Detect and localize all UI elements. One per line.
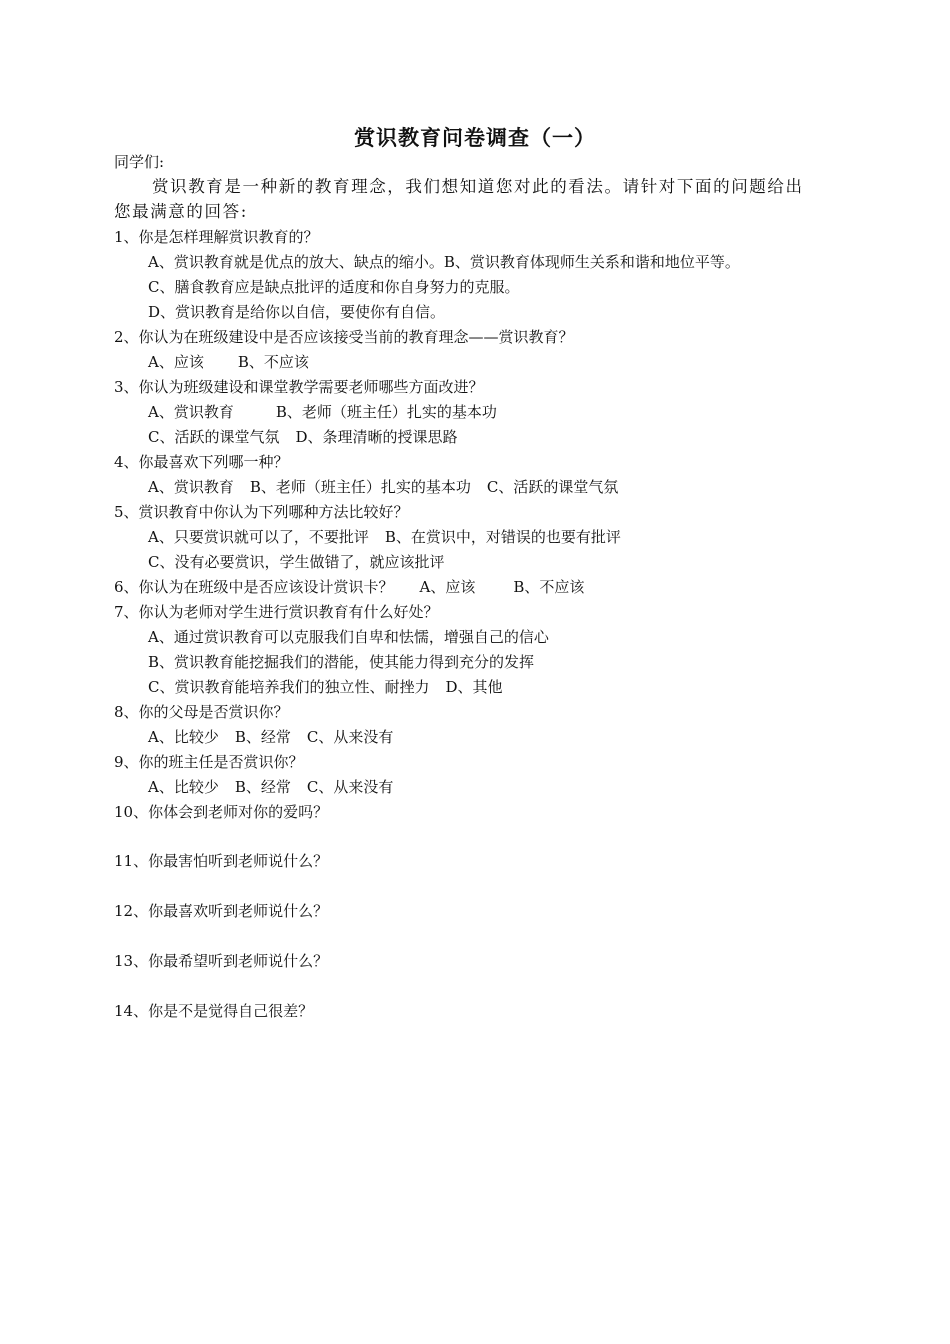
intro-text: 赏识教育是一种新的教育理念，我们想知道您对此的看法。请针对下面的问题给出 [152, 177, 804, 196]
option-line [148, 277, 519, 297]
page-title: 赏识教育问卷调查（一） [354, 125, 596, 150]
option: D、赏识教育是给你以自信，要使你有自信。 [148, 303, 446, 321]
option: A、应该 [419, 578, 476, 596]
question-6 [114, 577, 584, 597]
option-line [148, 352, 309, 372]
option-line [148, 727, 393, 747]
option-line [148, 652, 534, 672]
question-2: 2、你认为在班级建设中是否应该接受当前的教育理念——赏识教育？ [114, 328, 574, 346]
question-text: 6、你认为在班级中是否应该设计赏识卡？ [114, 578, 394, 596]
option: B、不应该 [513, 578, 585, 596]
option-line [148, 677, 503, 697]
option-line [148, 477, 618, 497]
option-line [148, 777, 393, 797]
option: C、膳食教育应是缺点批评的适度和你自身努力的克服。 [148, 278, 520, 296]
question-11: 11、你最害怕听到老师说什么？ [114, 852, 329, 870]
question-7: 7、你认为老师对学生进行赏识教育有什么好处？ [114, 603, 439, 621]
option: C、活跃的课堂气氛 [148, 428, 280, 446]
option: A、应该 [148, 353, 204, 371]
option-line [148, 402, 497, 422]
question-3: 3、你认为班级建设和课堂教学需要老师哪些方面改进？ [114, 378, 484, 396]
question-9: 9、你的班主任是否赏识你？ [114, 753, 304, 771]
option: B、经常 [234, 778, 291, 796]
option-line [148, 627, 549, 647]
option: A、赏识教育 [148, 403, 234, 421]
question-1: 1、你是怎样理解赏识教育的？ [114, 228, 319, 246]
question-13: 13、你最希望听到老师说什么？ [114, 952, 329, 970]
option: B、不应该 [237, 353, 309, 371]
option: A、赏识教育 [148, 478, 234, 496]
option-line [148, 527, 621, 547]
question-10: 10、你体会到老师对你的爱吗？ [114, 803, 329, 821]
option: B、老师（班主任）扎实的基本功 [249, 478, 471, 496]
option: B、在赏识中，对错误的也要有批评 [384, 528, 621, 546]
option: D、条理清晰的授课思路 [295, 428, 458, 446]
option-line [148, 552, 444, 572]
option: C、赏识教育能培养我们的独立性、耐挫力 [148, 678, 430, 696]
question-14: 14、你是不是觉得自己很差？ [114, 1002, 314, 1020]
option: B、老师（班主任）扎实的基本功 [275, 403, 497, 421]
option: A、通过赏识教育可以克服我们自卑和怯懦，增强自己的信心 [148, 628, 549, 646]
question-4: 4、你最喜欢下列哪一种？ [114, 453, 289, 471]
option: A、比较少 [148, 728, 219, 746]
option: A、比较少 [148, 778, 219, 796]
option: B、赏识教育能挖掘我们的潜能，使其能力得到充分的发挥 [148, 653, 535, 671]
option: B、经常 [234, 728, 291, 746]
option-line [148, 427, 458, 447]
option-line [148, 302, 445, 322]
option: C、没有必要赏识，学生做错了，就应该批评 [148, 553, 445, 571]
option: A、赏识教育就是优点的放大、缺点的缩小。B、赏识教育体现师生关系和谐和地位平等。 [148, 253, 740, 271]
option: D、其他 [445, 678, 503, 696]
question-12: 12、你最喜欢听到老师说什么？ [114, 902, 329, 920]
intro-text-continued: 您最满意的回答: [114, 202, 248, 221]
option: A、只要赏识就可以了，不要批评 [148, 528, 369, 546]
option-line [148, 252, 740, 272]
question-5: 5、赏识教育中你认为下列哪种方法比较好？ [114, 503, 409, 521]
option: C、从来没有 [306, 728, 394, 746]
greeting: 同学们: [114, 153, 165, 171]
question-8: 8、你的父母是否赏识你？ [114, 703, 289, 721]
option: C、从来没有 [306, 778, 394, 796]
option: C、活跃的课堂气氛 [486, 478, 619, 496]
